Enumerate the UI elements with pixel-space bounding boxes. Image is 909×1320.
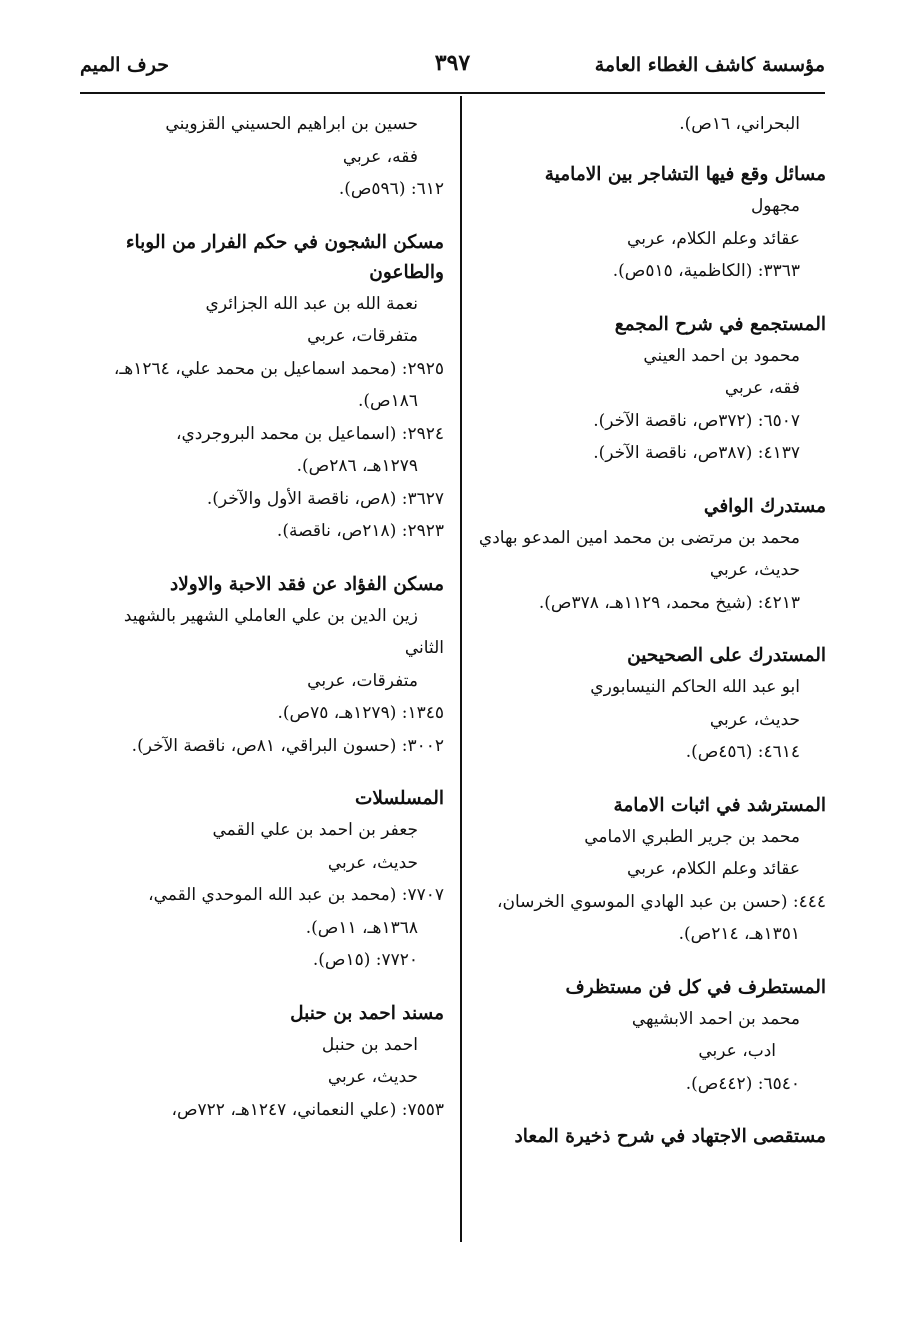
left-column	[80, 108, 444, 1148]
catalog-entry	[80, 228, 444, 548]
entry-subject: متفرقات، عربي	[307, 670, 418, 691]
entry-title: مستدرك الوافي	[703, 495, 826, 517]
entry-author: محمد بن مرتضى بن محمد امين المدعو بهادي	[478, 527, 800, 548]
entry-author: نعمة الله بن عبد الله الجزائري	[205, 293, 418, 314]
entry-author: محمد بن احمد الابشيهي	[631, 1008, 800, 1029]
entry-manuscript: ٦٥٤٠: (٤٤٢ص).	[685, 1073, 800, 1094]
entry-subject: حديث، عربي	[709, 709, 800, 730]
entry-title: مستقصى الاجتهاد في شرح ذخيرة المعاد	[514, 1126, 826, 1147]
catalog-entry	[80, 570, 444, 763]
entry-subject: حديث، عربي	[327, 1067, 418, 1087]
catalog-entry	[476, 1122, 826, 1152]
entry-subject: عقائد وعلم الكلام، عربي	[627, 859, 800, 879]
catalog-entry	[80, 108, 444, 206]
entry-subject: ادب، عربي	[698, 1041, 776, 1061]
entry-title: المسترشد في اثبات الامامة	[613, 794, 826, 816]
entry-manuscript: ٣٠٠٢: (حسون البراقي، ٨١ص، ناقصة الآخر).	[131, 735, 444, 756]
entry-title: المستجمع في شرح المجمع	[614, 313, 826, 335]
entry-manuscript: ١٣٤٥: (١٢٧٩هـ، ٧٥ص).	[277, 703, 444, 723]
continued-entry-line: البحراني، ١٦ص).	[679, 114, 800, 134]
entry-manuscript: ٧٧٠٧: (محمد بن عبد الله الموحدي القمي،	[148, 885, 444, 905]
entry-manuscript-cont: ١٨٦ص).	[358, 391, 418, 411]
entry-author: حسين بن ابراهيم الحسيني القزويني	[165, 114, 418, 134]
entry-manuscript: ٤٦١٤: (٤٥٦ص).	[685, 742, 800, 762]
entry-subject: حديث، عربي	[327, 852, 418, 873]
page-number: ٣٩٧	[434, 50, 471, 76]
entry-subject: عقائد وعلم الكلام، عربي	[627, 228, 800, 249]
column-separator	[460, 96, 462, 1242]
catalog-entry	[476, 160, 826, 288]
entry-subject: حديث، عربي	[709, 560, 800, 580]
entry-subject: متفرقات، عربي	[307, 326, 418, 346]
entry-manuscript: ٧٥٥٣: (علي النعماني، ١٢٤٧هـ، ٧٢٢ص،	[171, 1099, 444, 1120]
entry-title: مسكن الشجون في حكم الفرار من الوباء والطاعون	[125, 231, 444, 283]
header-publisher: مؤسسة كاشف الغطاء العامة	[594, 54, 825, 76]
entry-manuscript: ٢٩٢٣: (٢١٨ص، ناقصة).	[276, 521, 444, 541]
entry-title: المستطرف في كل فن مستظرف	[565, 976, 826, 998]
entry-title: مسكن الفؤاد عن فقد الاحبة والاولاد	[170, 573, 444, 595]
header-rule	[80, 92, 825, 94]
entry-manuscript: ٦٥٠٧: (٣٧٢ص، ناقصة الآخر).	[593, 410, 800, 431]
entry-author: احمد بن حنبل	[321, 1034, 418, 1055]
entry-author-cont: الثاني	[404, 638, 444, 658]
entry-title: مسائل وقع فيها التشاجر بين الامامية	[544, 164, 826, 185]
entry-subject: فقه، عربي	[724, 378, 800, 398]
catalog-entry	[80, 999, 444, 1127]
entry-title: المسلسلات	[354, 788, 444, 809]
page-header	[80, 48, 825, 88]
entry-title: مسند احمد بن حنبل	[290, 1002, 444, 1024]
entry-manuscript: ٣٦٢٧: (٨ص، ناقصة الأول والآخر).	[206, 488, 444, 509]
entry-subject: فقه، عربي	[342, 146, 418, 167]
entry-manuscript: ٤١٣٧: (٣٨٧ص، ناقصة الآخر).	[593, 443, 800, 463]
entry-manuscript: ٢٩٢٥: (محمد اسماعيل بن محمد علي، ١٢٦٤هـ،	[113, 358, 444, 379]
entry-author: محمد بن جرير الطبري الامامي	[584, 826, 800, 847]
catalog-entry	[476, 310, 826, 470]
catalog-entry	[476, 973, 826, 1101]
right-column	[476, 108, 826, 1174]
entry-manuscript: ٣٣٦٣: (الكاظمية، ٥١٥ص).	[612, 261, 800, 281]
entry-author: مجهول	[750, 196, 800, 216]
entry-manuscript-cont: ١٣٦٨هـ، ١١ص).	[305, 917, 418, 938]
entry-manuscript: ٧٧٢٠: (١٥ص).	[312, 950, 418, 970]
header-section: حرف الميم	[80, 54, 169, 76]
entry-author: محمود بن احمد العيني	[643, 345, 800, 366]
entry-title: المستدرك على الصحيحين	[627, 645, 826, 666]
entry-manuscript: ٤٢١٣: (شيخ محمد، ١١٢٩هـ، ٣٧٨ص).	[538, 592, 800, 613]
catalog-entry	[476, 791, 826, 951]
catalog-entry	[476, 492, 826, 620]
entry-author: ابو عبد الله الحاكم النيسابوري	[590, 677, 800, 697]
entry-manuscript: ٤٤٤: (حسن بن عبد الهادي الموسوي الخرسان،	[497, 891, 826, 912]
entry-manuscript-cont: ١٣٥١هـ، ٢١٤ص).	[678, 924, 800, 944]
entry-author: جعفر بن احمد بن علي القمي	[212, 820, 418, 840]
entry-manuscript: ٦١٢: (٥٩٦ص).	[338, 179, 444, 199]
entry-manuscript-cont: ١٢٧٩هـ، ٢٨٦ص).	[296, 456, 418, 476]
entry-manuscript: ٢٩٢٤: (اسماعيل بن محمد البروجردي،	[175, 423, 444, 444]
catalog-entry	[80, 784, 444, 977]
entry-author: زين الدين بن علي العاملي الشهير بالشهيد	[123, 605, 418, 626]
catalog-entry	[476, 641, 826, 769]
